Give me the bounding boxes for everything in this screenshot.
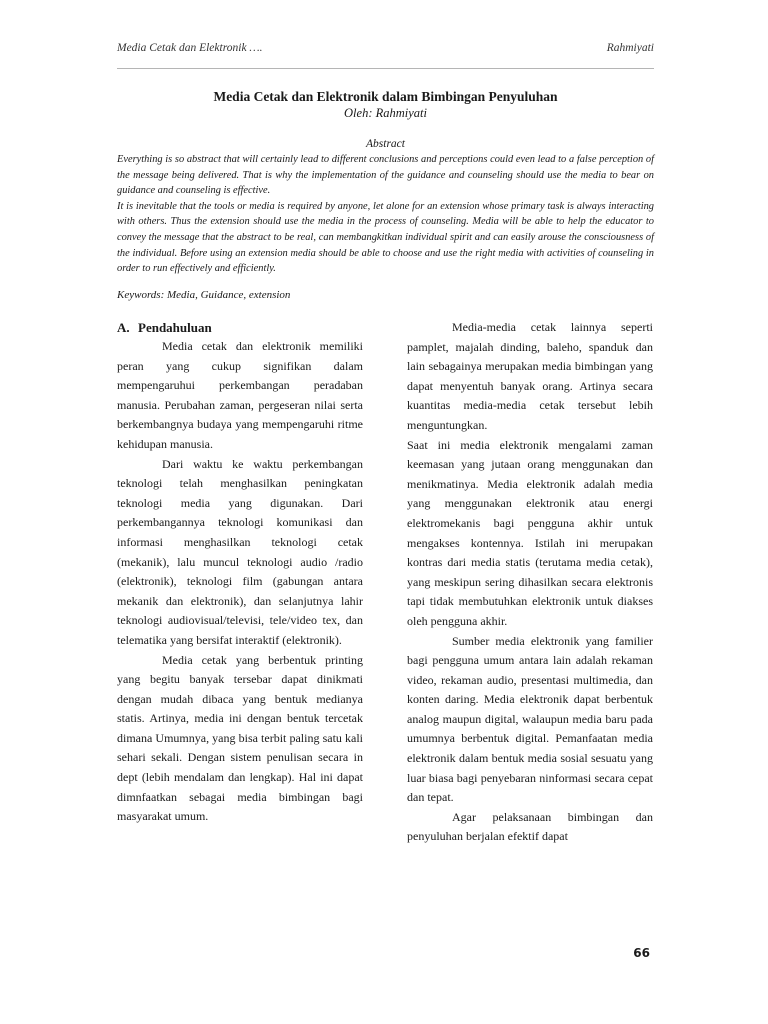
section-number: A. <box>117 320 130 335</box>
keywords: Keywords: Media, Guidance, extension <box>117 289 291 301</box>
abstract-body <box>117 152 654 277</box>
body-paragraph: Dari waktu ke waktu perkembangan teknologi telah menghasilkan peningkatan teknologi media yang digunakan. Dari perkembangannya teknologi komunikasi dan informasi menghasilkan teknologi cetak (mekanik), lalu muncul teknologi audio /radio (elektronik), teknologi film (gabungan antara mekanik dan elektronik), dan selanjutnya lahir teknologi audiovisual/televisi, tele/video tex, dan telematika yang bersifat interaktif (elektronik). <box>117 456 363 647</box>
body-paragraph: Media cetak dan elektronik memiliki peran yang cukup signifikan dalam mempengaruhui perkembangan peradaban manusia. Perubahan zaman, pergeseran nilai serta berkembangnya budaya yang mempengaruhi ritme kehidupan manusia. <box>117 339 363 451</box>
body-paragraph: Agar pelaksanaan bimbingan dan penyuluhan berjalan efektif dapat <box>407 809 653 844</box>
body-paragraph: Sumber media elektronik yang familier bagi pengguna umum antara lain adalah rekaman video, rekaman audio, presentasi multimedia, dan konten daring. Media elektronik dapat berbentuk analog maupun digital, walaupun media baru pada umumnya berbentuk digital. Pemanfaatan media elektronik dalam bentuk media sosial sesuatu yang luar biasa bagi penyebaran ninformasi secara cepat dan tepat. <box>407 633 653 805</box>
page-number: 66 <box>633 946 650 960</box>
abstract-paragraph: It is inevitable that the tools or media is required by anyone, let alone for an extension whose primary task is always interacting with others. Thus the extension should use the media in the process of counseling. Media will be able to help the educator to convey the message that the abstract to be real, can membangkitkan individual spirit and can easily arouse the consciousness of the individual. Before using an extension media should be able to choose and use the right media with activities of counseling in order to run effectively and efficiently. <box>117 200 654 275</box>
paper-author: Oleh: Rahmiyati <box>344 106 427 120</box>
section-title: Pendahuluan <box>138 320 212 335</box>
body-paragraph: Media cetak yang berbentuk printing yang begitu banyak tersebar dapat dinikmati dengan mudah dibaca yang bentuk medianya statis. Artinya, media ini dengan bentuk tercetak dimana Umumnya, yang bisa terbit paling satu kali sehari sekali. Dengan sistem penulisan secara in dept (lebih mendalam dan lengkap). Hal ini dapat dimnfaatkan sebagai media bimbingan bagi masyarakat umum. <box>117 652 363 824</box>
title-block <box>117 88 654 121</box>
paper-title: Media Cetak dan Elektronik dalam Bimbingan Penyuluhan <box>213 89 558 104</box>
left-column <box>117 318 363 827</box>
abstract-heading: Abstract <box>366 138 405 150</box>
running-header-right: Rahmiyati <box>606 42 654 54</box>
abstract-paragraph: Everything is so abstract that will certainly lead to different conclusions and perceptions could even lead to a false perception of the message being delivered. That is why the implementation of the guidance and counseling should use the media to bear on guidance and counseling is effective. <box>117 154 654 197</box>
right-column <box>407 318 653 847</box>
header-divider <box>117 68 654 69</box>
body-paragraph: Media-media cetak lainnya seperti pamplet, majalah dinding, baleho, spanduk dan lain sebagainya merupakan media bimbingan yang dapat menyentuh banyak orang. Artinya secara kuantitas media-media cetak tersebut lebih menguntungkan. <box>407 320 653 432</box>
section-heading <box>117 318 363 337</box>
body-paragraph: Saat ini media elektronik mengalami zaman keemasan yang jutaan orang menggunakan dan menikmatinya. Media elektronik adalah media yang menggunakan elektronik atau energi elektromekanis bagi pengguna akhir untuk mengakses kontennya. Istilah ini merupakan kontras dari media statis (terutama media cetak), yang meskipun sering dihasilkan secara elektronis tapi tidak membutuhkan elektronik untuk diakses oleh pengguna akhir. <box>407 437 653 628</box>
running-header-left: Media Cetak dan Elektronik …. <box>117 42 263 54</box>
